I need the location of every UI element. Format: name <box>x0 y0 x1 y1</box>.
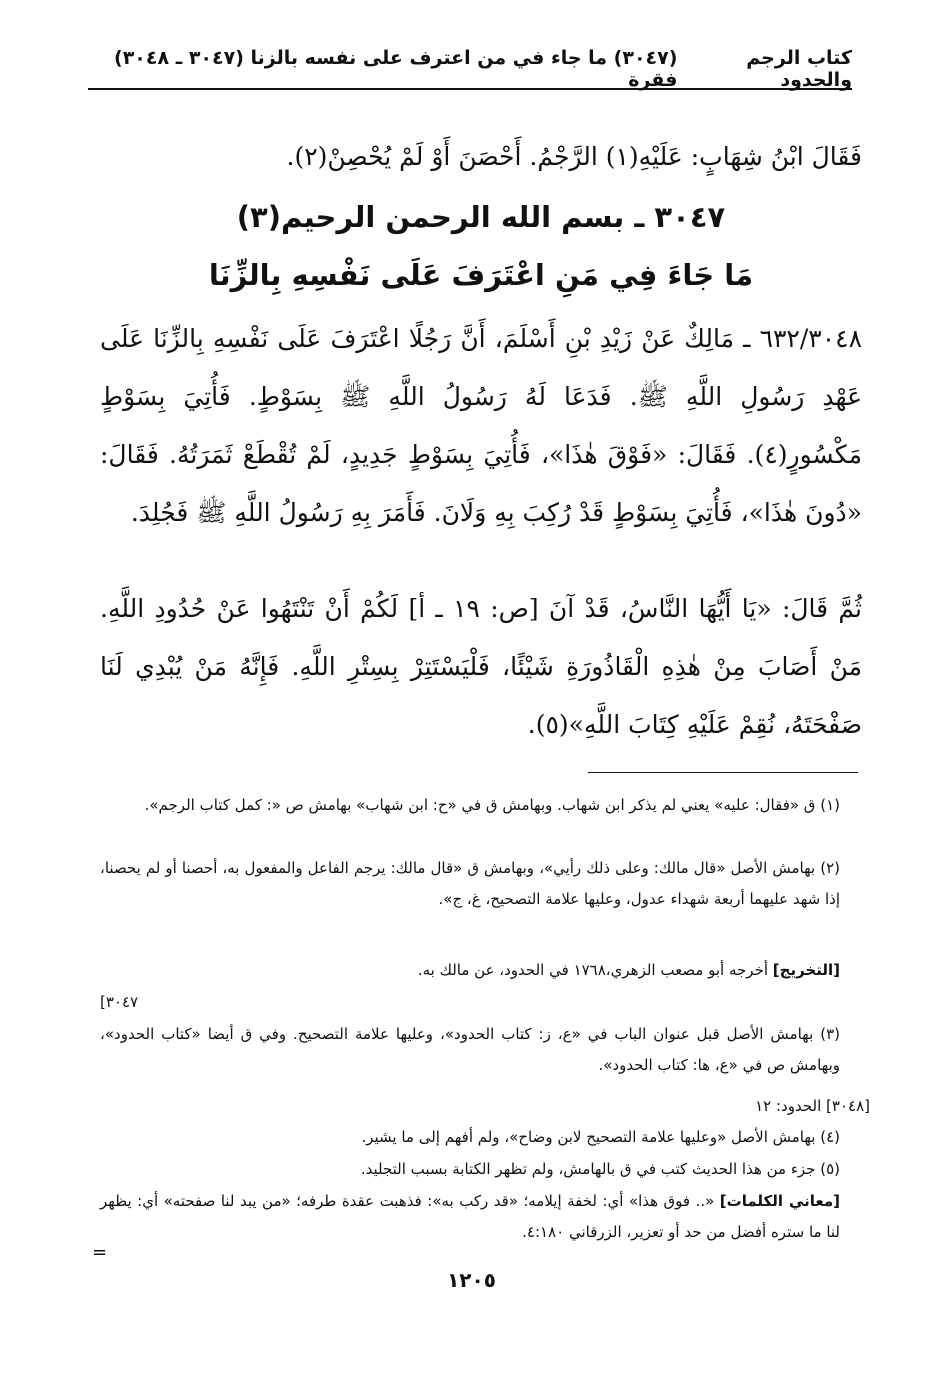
book-title: كتاب الرجم والحدود <box>746 47 852 91</box>
footnote-rule <box>588 772 858 773</box>
footnote-3: (٣) بهامش الأصل قبل عنوان الباب في «ع، ز: كتاب الحدود»، وعليها علامة التصحيح. وفي ق أيضا «كتاب الحدود»، وبهامش ص في «ع، ها: كتاب الحدود». <box>100 1025 840 1074</box>
section-title: (٣٠٤٧) ما جاء في من اعترف على نفسه بالزنا (٣٠٤٧ ـ ٣٠٤٨) فقرة <box>114 47 678 91</box>
footnote-1: (١) ق «فقال: عليه» يعني لم يذكر ابن شهاب. وبهامش ق في «ح: ابن شهاب» بهامش ص «: كمل كتاب الرجم». <box>144 796 840 814</box>
takhrij-note <box>100 955 840 986</box>
footnote-4: (٤) بهامش الأصل «وعليها علامة التصحيح لابن وضاح»، ولم أفهم إلى ما يشير. <box>361 1128 840 1146</box>
ref-3048: [٣٠٤٨] الحدود: ١٢ <box>755 1097 870 1115</box>
word-meanings <box>100 1186 840 1248</box>
page-number: ١٢٠٥ <box>447 1268 496 1292</box>
meanings-label: [معاني الكلمات] <box>719 1192 840 1210</box>
chapter-heading: ٣٠٤٧ ـ بسم الله الرحمن الرحيم(٣) <box>236 200 726 234</box>
footnote-5: (٥) جزء من هذا الحديث كتب في ق بالهامش، ولم تظهر الكتابة بسبب التجليد. <box>360 1160 840 1178</box>
opening-line: فَقَالَ ابْنُ شِهَابٍ: عَلَيْهِ(١) الرَّجْمُ. أَحْصَنَ أَوْ لَمْ يُحْصِنْ(٢). <box>286 142 862 171</box>
header-rule <box>88 88 852 90</box>
ref-3047: [٣٠٤٧ <box>100 993 139 1011</box>
hadith-paragraph: ٦٣٢/٣٠٤٨ ـ مَالِكٌ عَنْ زَيْدِ بْنِ أَسْلَمَ، أَنَّ رَجُلًا اعْتَرَفَ عَلَى نَفْسِهِ بِالزِّنَا عَلَى عَهْدِ رَسُولِ اللَّهِ ﷺ. فَدَعَا لَهُ رَسُولُ اللَّهِ ﷺ بِسَوْطٍ. فَأُتِيَ بِسَوْطٍ مَكْسُورٍ(٤). فَقَالَ: «فَوْقَ هٰذَا»، فَأُتِيَ بِسَوْطٍ جَدِيدٍ، لَمْ تُقْطَعْ ثَمَرَتُهُ. فَقَالَ: «دُونَ هٰذَا»، فَأُتِيَ بِسَوْطٍ قَدْ رُكِبَ بِهِ وَلَانَ. فَأَمَرَ بِهِ رَسُولُ اللَّهِ ﷺ فَجُلِدَ. <box>100 324 862 527</box>
takhrij-text: أخرجه أبو مصعب الزهري،١٧٦٨ في الحدود، عن مالك به. <box>417 961 769 979</box>
hadith-paragraph-continued: ثُمَّ قَالَ: «يَا أَيُّهَا النَّاسُ، قَدْ آنَ [ص: ١٩ ـ أ] لَكُمْ أَنْ تَنْتَهُوا عَنْ حُدُودِ اللَّهِ. مَنْ أَصَابَ مِنْ هٰذِهِ الْقَاذُورَةِ شَيْئًا، فَلْيَسْتَتِرْ بِسِتْرِ اللَّهِ. فَإِنَّهُ مَنْ يُبْدِي لَنَا صَفْحَتَهُ، نُقِمْ عَلَيْهِ كِتَابَ اللَّهِ»(٥). <box>100 594 862 739</box>
continuation-mark: = <box>92 1242 108 1263</box>
running-header <box>90 47 852 91</box>
takhrij-label: [التخريج] <box>772 961 840 979</box>
section-heading: مَا جَاءَ فِي مَنِ اعْتَرَفَ عَلَى نَفْسِهِ بِالزِّنَا <box>208 258 754 292</box>
footnote-2: (٢) بهامش الأصل «قال مالك: وعلى ذلك رأيي»، وبهامش ق «قال مالك: يرجم الفاعل والمفعول به، أحصنا أو لم يحصنا، إذا شهد عليهما أربعة شهداء عدول، وعليها علامة التصحيح، غ، ج». <box>100 859 840 908</box>
meanings-text: «.. فوق هذا» أي: لخفة إيلامه؛ «قد ركب به»: فذهبت عقدة طرفه؛ «من يبد لنا صفحته» أي: يظهر لنا ما ستره أفضل من حد أو تعزير، الزرقاني ٤:١٨٠. <box>100 1192 840 1241</box>
